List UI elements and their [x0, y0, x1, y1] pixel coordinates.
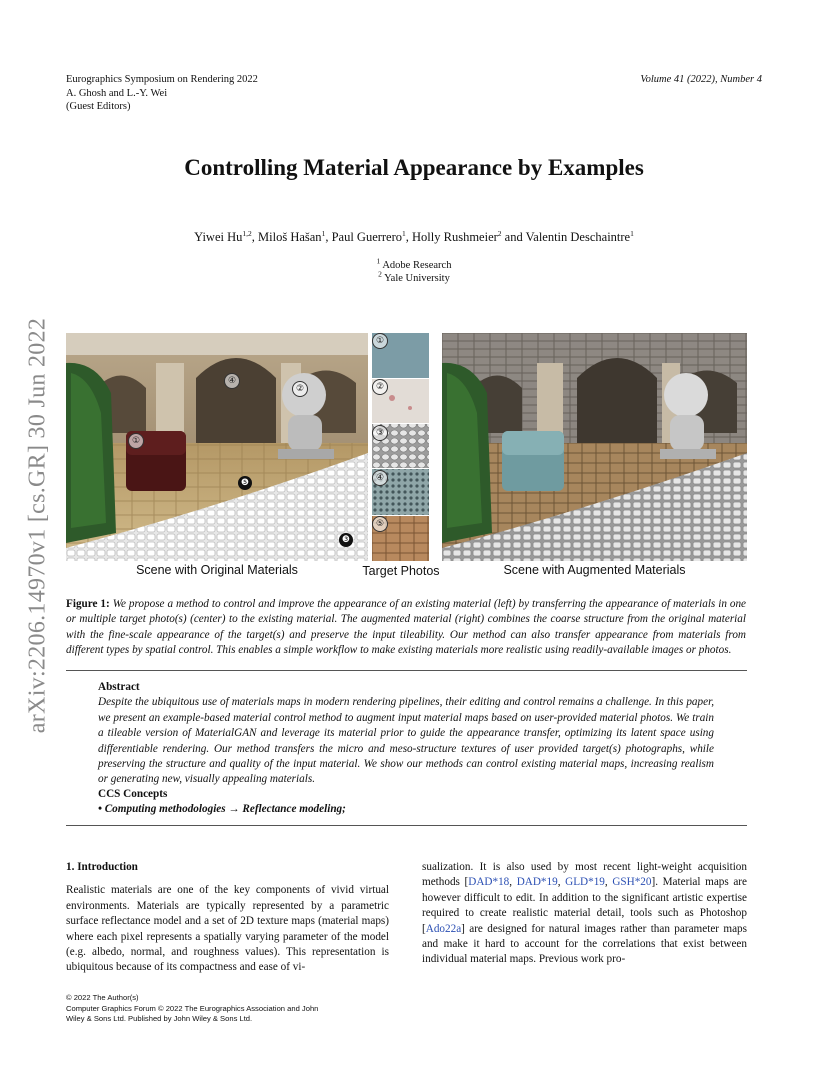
original-scene-render — [66, 333, 368, 561]
author: Paul Guerrero$^1$ — [331, 228, 406, 244]
label-augmented: Scene with Augmented Materials — [503, 563, 686, 577]
abstract-text: Despite the ubiquitous use of materials maps in modern rendering pipelines, their editing and control remains a challenge. In this paper, we present an example-based material control method to augment input material maps based on user-provided material photos. We train a tileable version of MaterialGAN and leverage its material prior to guide the appearance transfer, optimizing its latent space using differentiable rendering. Our method transfers the micro and meso-structure textures of user provided target(s) photographs, while preserving the structure and quality of the input material. We show our methods can control existing material maps, increasing realism or generating new, visually appealing materials. — [98, 696, 714, 786]
ccs-heading: CCS Concepts — [98, 788, 168, 800]
figure-caption — [66, 597, 746, 659]
copyright-footer: © 2022 The Author(s) Computer Graphics Forum © 2022 The Eurographics Association and John Wiley & Sons Ltd. Published by John Wiley & Sons Ltd. — [66, 993, 319, 1023]
running-header — [66, 73, 258, 114]
citation-link[interactable]: DAD*19 — [516, 876, 558, 889]
target-3-marker: ③ — [372, 425, 388, 441]
target-5-marker: ⑤ — [372, 516, 388, 532]
augmented-scene-render — [442, 333, 747, 561]
intro-paragraph: Realistic materials are one of the key components of vivid virtual environments. Materials are typically represented by a parametric surface reflectance model and a set of 2D texture maps (material maps) where each pixel represents a spatially varying parameter of the model (e.g. albedo, normal, and roughness values). This representation is ubiquitous because of its compactness and ease of vi- — [66, 884, 389, 974]
caption-label: Figure 1: — [66, 598, 110, 610]
author: Valentin Deschaintre$^1$ — [525, 228, 634, 244]
arxiv-stamp: arXiv:2206.14970v1 [cs.GR] 30 Jun 2022 — [24, 317, 51, 734]
section-heading: 1. Introduction — [66, 861, 138, 873]
material-4-marker: ④ — [224, 373, 240, 389]
intro-right-column: sualization. It is also used by most recent light-weight acquisition methods [DAD*18, DAD*19, GLD*19, GSH*20]. Material maps are however difficult to edit. In addition to the significant artistic expertise required to create realistic material detail, tools such as Photoshop [Ado22a] are designed for natural images rather than parameter maps and make it hard to account for the correlations that exist between individual material maps. Previous work pro- — [422, 861, 747, 966]
target-4-marker: ④ — [372, 470, 388, 486]
citation-link[interactable]: DAD*18 — [468, 876, 510, 889]
material-3-marker: ❸ — [339, 533, 353, 547]
teaser-figure — [66, 333, 747, 581]
volume-info: Volume 41 (2022), Number 4 — [640, 74, 762, 85]
ccs-item: • Computing methodologies → Reflectance modeling; — [98, 803, 346, 815]
citation-link[interactable]: GLD*19 — [565, 876, 605, 889]
target-2-marker: ② — [372, 379, 388, 395]
citation-link[interactable]: GSH*20 — [612, 876, 652, 889]
intro-left-column — [66, 860, 389, 976]
author: Holly Rushmeier$^2$ — [412, 228, 502, 244]
material-2-marker: ② — [292, 381, 308, 397]
abstract-heading: Abstract — [98, 681, 140, 693]
affiliation: $^1$ Adobe Research — [376, 256, 452, 271]
author: Miloš Hašan$^1$ — [258, 228, 326, 244]
paper-title: Controlling Material Appearance by Examples — [184, 155, 644, 180]
divider — [66, 670, 747, 671]
affiliation: $^2$ Yale University — [378, 269, 450, 284]
label-original: Scene with Original Materials — [136, 563, 298, 577]
venue: Eurographics Symposium on Rendering 2022 — [66, 74, 258, 85]
material-1-marker: ① — [128, 433, 144, 449]
target-1-marker: ① — [372, 333, 388, 349]
editors: A. Ghosh and L.-Y. Wei — [66, 87, 168, 99]
divider — [66, 825, 747, 826]
author-list: Yiwei Hu$^{1,2}$, Miloš Hašan$^1$, Paul Guerrero$^1$, Holly Rushmeier$^2$ and Valentin Deschaintre$^1$ — [194, 228, 634, 244]
citation-link[interactable]: Ado22a — [425, 922, 462, 935]
abstract — [98, 680, 714, 788]
author: Yiwei Hu$^{1,2}$ — [194, 228, 252, 244]
label-targets: Target Photos — [362, 564, 440, 578]
guest-editors: (Guest Editors) — [66, 101, 131, 112]
material-5-marker: ❺ — [238, 476, 252, 490]
caption-text: We propose a method to control and improve the appearance of an existing material (left) by transferring the appearance of materials in one or multiple target photo(s) (center) to the existing material. The augmented material (right) combines the coarse structure from the original material with the fine-scale appearance of the target(s) and preserve the input tileability. Our method can also transfer appearance from materials from different types by spatial control. This enables a simple workflow to make existing materials more realistic using readily-available images or photos. — [66, 598, 747, 657]
ccs-concepts — [98, 787, 714, 817]
